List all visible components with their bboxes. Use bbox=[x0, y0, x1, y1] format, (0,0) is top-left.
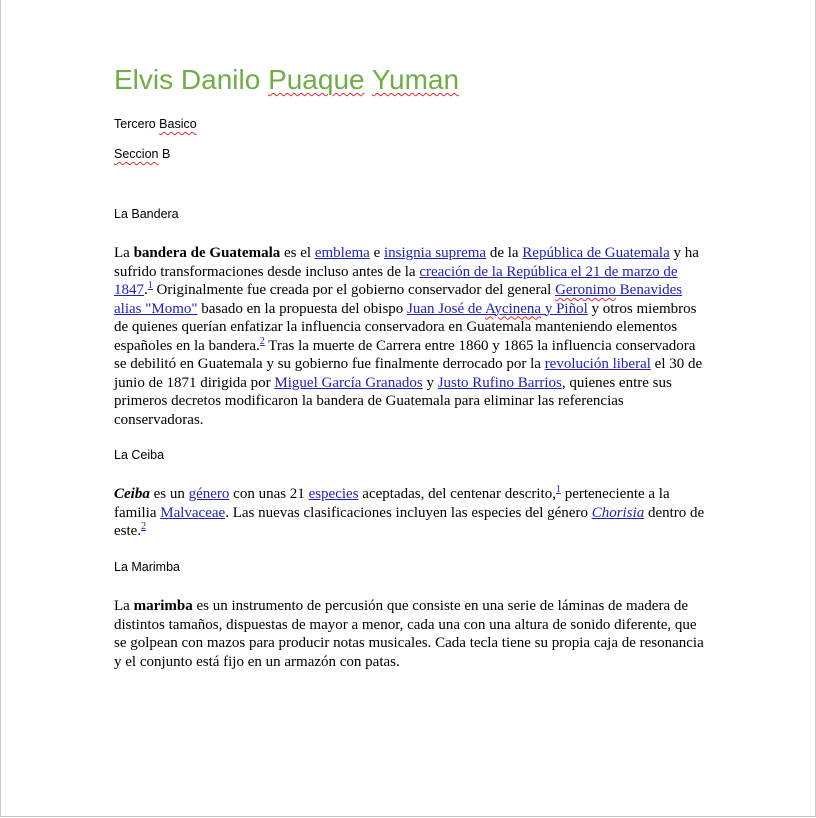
link-aycinena[interactable] bbox=[407, 301, 588, 317]
text: y bbox=[422, 374, 438, 391]
heading-bandera: La Bandera bbox=[114, 207, 179, 221]
link-revolucion[interactable]: revolución liberal bbox=[544, 356, 651, 372]
link-barrios[interactable]: Justo Rufino Barrios bbox=[437, 374, 562, 391]
link-especies[interactable]: especies bbox=[308, 486, 359, 502]
text: de la bbox=[486, 245, 523, 261]
text: y otros miembros de quienes querían enfatizar la influencia conservadora en Guatemala manteniendo elementos españoles en la bandera. bbox=[114, 300, 697, 354]
grade-line bbox=[114, 117, 197, 131]
text: es un instrumento de percusión que consiste en una serie de láminas de madera de distintos tamaños, dispuestas de mayor a menor, cada una con una altura de sonido diferente, que se golpean con mazos para producir notas musicales. Cada tecla tiene su propia caja de resonancia y el conjunto está fijo en un armazón con patas. bbox=[114, 598, 704, 670]
bold-term: Ceiba bbox=[114, 486, 150, 502]
text: y ha sufrido transformaciones desde incluso antes de la bbox=[114, 245, 699, 280]
title-text: Elvis Danilo bbox=[114, 64, 269, 95]
footnote-link[interactable]: 2 bbox=[259, 335, 265, 347]
bold-term: bandera de Guatemala bbox=[133, 245, 281, 261]
paragraph-bandera bbox=[114, 244, 706, 429]
link-chorisia[interactable]: Chorisia bbox=[591, 504, 645, 521]
text: es el bbox=[280, 245, 315, 261]
text: , quienes entre sus primeros decretos modificaron la bandera de Guatemala para eliminar las referencias conservadoras. bbox=[114, 374, 672, 428]
section-letter: B bbox=[158, 147, 171, 161]
text: . Las nuevas clasificaciones incluyen las especies del género bbox=[225, 504, 592, 521]
grade-word-basico: Basico bbox=[159, 117, 197, 131]
paragraph-ceiba bbox=[114, 485, 706, 541]
footnote-link[interactable]: 1 bbox=[147, 280, 153, 291]
link-part: y Piñol bbox=[541, 300, 588, 317]
text: aceptadas, del centenar descrito, bbox=[358, 486, 556, 502]
text: Originalmente fue creada por el gobierno conservador del general bbox=[152, 282, 556, 298]
text: es un bbox=[149, 486, 189, 502]
link-part: Geronimo bbox=[555, 282, 616, 298]
link-republica[interactable]: República de Guatemala bbox=[522, 245, 670, 261]
footnote-link[interactable]: 1 bbox=[555, 484, 561, 495]
title-word-yuman: Yuman bbox=[371, 64, 460, 95]
link-garcia-granados[interactable]: Miguel García Granados bbox=[274, 374, 423, 391]
section-word: Seccion bbox=[114, 147, 159, 161]
link-creacion[interactable]: creación de la República el 21 de marzo de 1847 bbox=[114, 263, 678, 298]
section-line bbox=[114, 147, 170, 161]
text: el 30 de junio de 1871 dirigida por bbox=[114, 356, 703, 391]
text: La bbox=[114, 245, 134, 261]
link-insignia[interactable]: insignia suprema bbox=[383, 245, 487, 261]
heading-ceiba: La Ceiba bbox=[114, 448, 165, 462]
text: dentro de este. bbox=[114, 504, 705, 539]
text: La bbox=[114, 598, 134, 614]
link-part: Juan José de bbox=[407, 300, 485, 317]
grade-text: Tercero bbox=[114, 117, 160, 131]
footnote-link[interactable]: 2 bbox=[141, 521, 147, 532]
document-title bbox=[114, 64, 459, 96]
text: e bbox=[369, 245, 384, 261]
link-genero[interactable]: género bbox=[188, 486, 230, 502]
link-part: Aycinena bbox=[484, 300, 542, 317]
link-malvaceae[interactable]: Malvaceae bbox=[160, 504, 226, 521]
heading-marimba: La Marimba bbox=[114, 560, 180, 574]
link-part: Benavides alias "Momo" bbox=[114, 282, 683, 317]
text: Tras la muerte de Carrera entre 1860 y 1865 la influencia conservadora se debilitó en Guatemala y su gobierno fue finalmente derrocado por la bbox=[114, 337, 696, 372]
text: basado en la propuesta del obispo bbox=[197, 300, 408, 317]
paragraph-marimba bbox=[114, 597, 706, 671]
text: con unas 21 bbox=[229, 486, 309, 502]
text: . bbox=[144, 282, 148, 298]
link-emblema[interactable]: emblema bbox=[314, 245, 370, 261]
bold-term: marimba bbox=[133, 598, 193, 614]
text: perteneciente a la familia bbox=[114, 486, 670, 521]
title-word-puaque: Puaque bbox=[268, 64, 365, 95]
